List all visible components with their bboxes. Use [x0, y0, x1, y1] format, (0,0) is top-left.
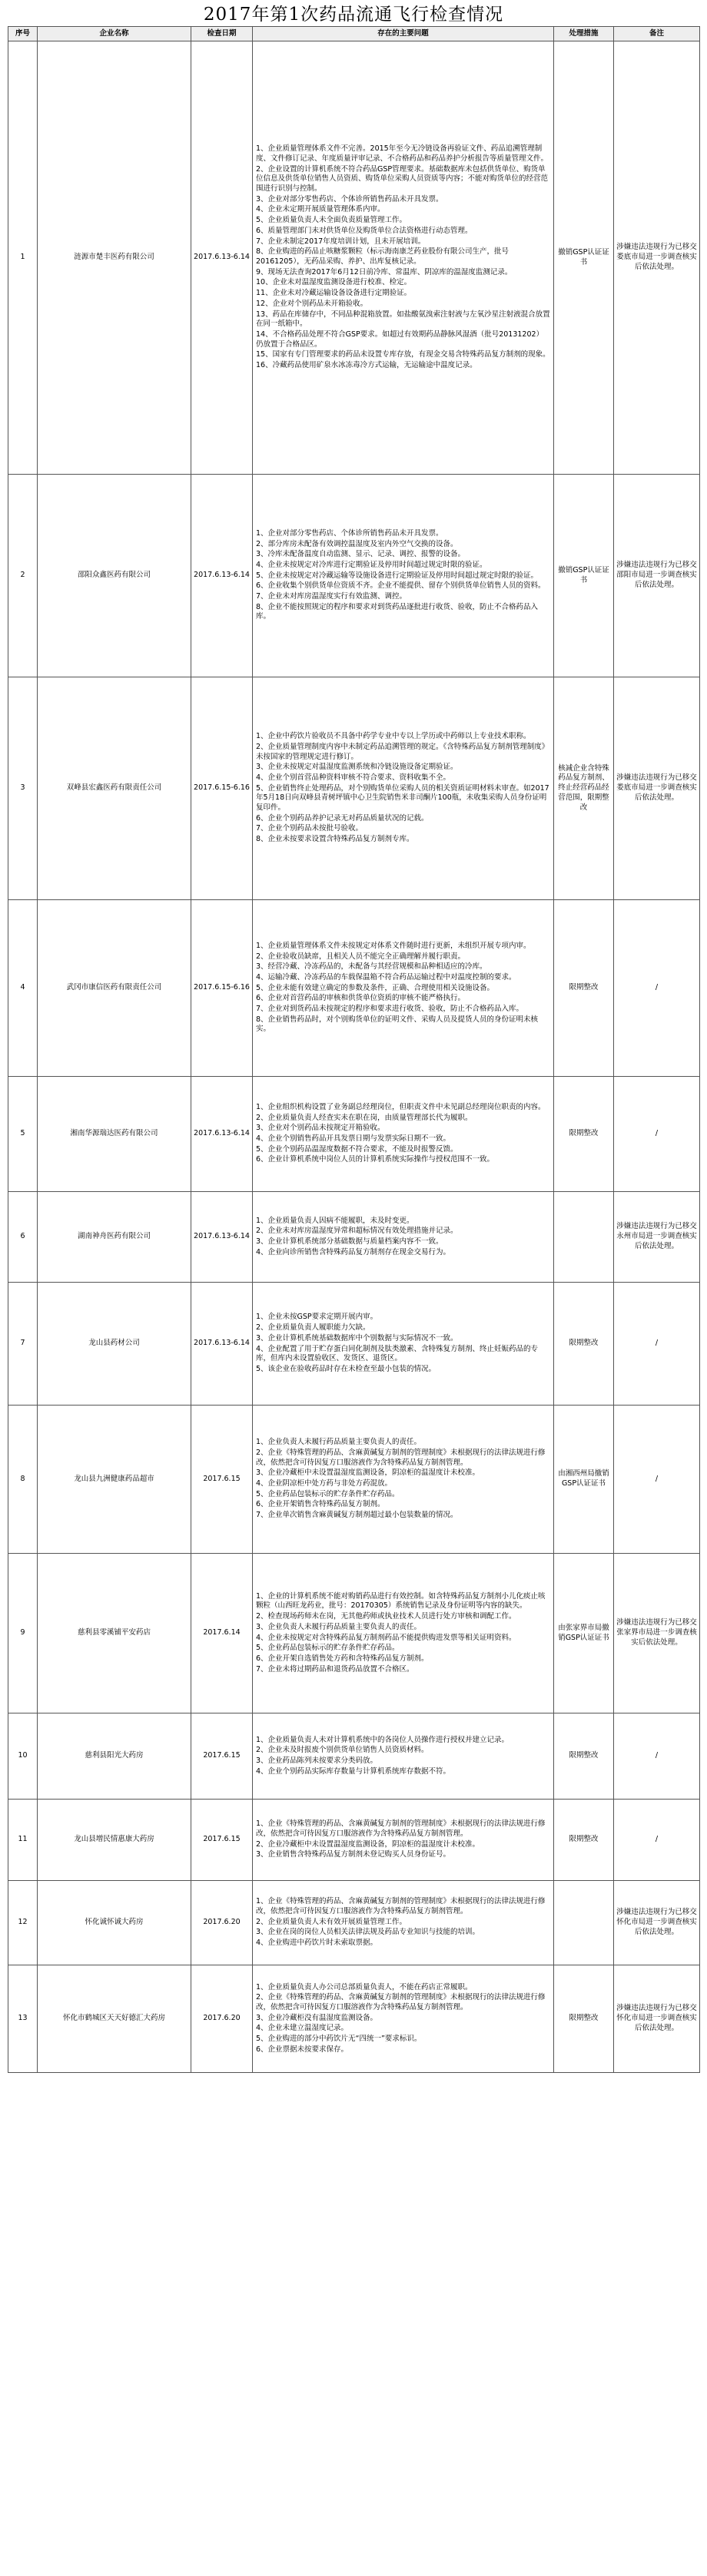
problem-item: 6、企业收集个别供货单位资质不齐。企业不能提供、留存个别供货单位销售人员的资料。 [256, 581, 546, 591]
inspection-date: 2017.6.15 [191, 1713, 253, 1800]
problems-cell [253, 1713, 554, 1800]
remark: / [614, 900, 700, 1077]
problem-item: 5、企业药品包装标示的贮存条件贮存药品。 [256, 1489, 400, 1498]
row-number: 3 [8, 677, 38, 900]
problem-item: 4、运输冷藏、冷冻药品的车载保温箱不符合药品运输过程中对温度控制的要求。 [256, 972, 516, 982]
table-row [8, 677, 700, 900]
row-number: 11 [8, 1800, 38, 1881]
table-body [8, 41, 700, 2073]
problem-item: 7、企业未制定2017年度培训计划，且未开展培训。 [256, 237, 426, 246]
problem-item: 1、企业《特殊管理的药品、含麻黄碱复方制剂的管理制度》未根据现行的法律法规进行修改，依然把含可待因复方口服溶液作为含特殊药品复方制剂管理。 [256, 1897, 546, 1915]
remark: / [614, 1406, 700, 1554]
row-number: 6 [8, 1192, 38, 1283]
problem-item: 6、质量管理部门未对供货单位及购货单位合法资格进行动态管理。 [256, 226, 473, 235]
row-number: 7 [8, 1283, 38, 1406]
measure: 限期整改 [554, 1283, 614, 1406]
problem-item: 8、企业购进的药品止咳糖浆颗粒（标示海南康芝药业股份有限公司生产，批号20161205），无药品采购、养护、出库复核记录。 [256, 247, 510, 266]
problem-item: 7、企业未将过期药品和退货药品放置不合格区。 [256, 1664, 414, 1674]
problem-item: 2、企业质量负责人经查实未在职在岗，由质量管理部长代为履职。 [256, 1113, 473, 1122]
measure: 限期整改 [554, 1713, 614, 1800]
inspection-date: 2017.6.15-6.16 [191, 900, 253, 1077]
problem-item: 5、企业未按规定对冷藏运输等设施设备进行定期验证及停用时间超过规定时限的验证。 [256, 571, 539, 580]
company-name: 怀化诚怀诚大药房 [38, 1881, 191, 1965]
company-name: 涟源市楚丰医药有限公司 [38, 41, 191, 475]
problem-item: 12、企业对个别药品未开箱验收。 [256, 299, 368, 308]
remark: / [614, 1077, 700, 1192]
problem-item: 1、企业组织机构设置了业务副总经理岗位，但职责文件中未见副总经理岗位职责的内容。 [256, 1102, 546, 1111]
inspection-date: 2017.6.15 [191, 1406, 253, 1554]
problem-item: 1、企业对部分零售药店、个体诊所销售药品未开具发票。 [256, 528, 443, 538]
company-name: 武冈市康信医药有限责任公司 [38, 900, 191, 1077]
problem-item: 4、企业个别销售药品开具发票日期与发票实际日期不一致。 [256, 1134, 451, 1143]
problems-cell [253, 677, 554, 900]
problem-item: 2、企业质量负责人未有效开展质量管理工作。 [256, 1917, 407, 1926]
table-header-row [8, 27, 700, 41]
problem-item: 5、企业药品包装标示的贮存条件贮存药品。 [256, 1644, 400, 1653]
remark: / [614, 1713, 700, 1800]
company-name: 湘南华源瑞达医药有限公司 [38, 1077, 191, 1192]
problem-item: 2、企业验收员缺席，且相关人员不能完全正确理解并履行职责。 [256, 952, 466, 961]
problems-cell [253, 1283, 554, 1406]
remark: 涉嫌违法违规行为已移交永州市局进一步调查核实后依法处理。 [614, 1192, 700, 1283]
inspection-date: 2017.6.14 [191, 1554, 253, 1713]
problem-item: 1、企业的计算机系统不能对购销药品进行有效控制。如含特殊药品复方制剂小儿化痰止咳颗粒（山西旺龙药业，批号：20170305）系统销售记录及身份证明等内容的缺失。 [256, 1591, 546, 1611]
problem-item: 4、企业未按规定对含特殊药品复方制剂药品不能提供购进发票等相关证明资料。 [256, 1633, 516, 1642]
measure: 撤销GSP认证证书 [554, 475, 614, 677]
problem-item: 3、冷库未配备温度自动监测、显示、记录、调控、报警的设备。 [256, 550, 466, 559]
problem-item: 3、经营冷藏、冷冻药品的，未配备与其经营规模和品种相适应的冷库。 [256, 962, 487, 972]
header-measure: 处理措施 [554, 27, 614, 41]
row-number: 4 [8, 900, 38, 1077]
problem-item: 14、不合格药品处理不符合GSP要求。如超过有效期药品静脉风湿酒（批号20131202）仍放置于合格品区。 [256, 329, 544, 349]
problem-item: 3、企业对部分零售药店、个体诊所销售药品未开具发票。 [256, 194, 443, 204]
table-row [8, 475, 700, 677]
problem-item: 1、企业质量负责人因病不能履职，未及时变更。 [256, 1216, 414, 1225]
problem-item: 1、企业未按GSP要求定期开展内审。 [256, 1313, 378, 1322]
company-name: 龙山县九洲健康药品超市 [38, 1406, 191, 1554]
header-problems: 存在的主要问题 [253, 27, 554, 41]
remark: 涉嫌违法违规行为已移交怀化市局进一步调查核实后依法处理。 [614, 1965, 700, 2073]
problem-item: 2、企业设置的计算机系统不符合药品GSP管理要求。基础数据库未包括供货单位、购货单位信息及供货单位销售人员资质、购货单位采购人员资质等内容；不能对购货单位的经营范围进行识别与控制。 [256, 164, 549, 194]
row-number: 10 [8, 1713, 38, 1800]
table-row [8, 1965, 700, 2073]
problem-item: 13、药品在库储存中，不同品种混箱放置。如盐酸氨溴索注射液与左氧沙星注射液混合放置在同一纸箱中。 [256, 310, 550, 329]
inspection-table [8, 26, 700, 2073]
row-number: 12 [8, 1881, 38, 1965]
measure [554, 1881, 614, 1965]
problem-item: 1、企业质量负责人未对计算机系统中的各岗位人员操作进行授权并建立记录。 [256, 1735, 510, 1744]
remark: 涉嫌违法违规行为已移交张家界市局进一步调查核实后依法处理。 [614, 1554, 700, 1713]
problem-item: 7、企业对到货药品未按规定的程序和要求进行收货、验收，防止不合格药品入库。 [256, 1005, 524, 1014]
problem-item: 10、企业未对温湿度监测设备进行校准、检定。 [256, 278, 412, 287]
remark: 涉嫌违法违规行为已移交娄底市局进一步调查核实后依法处理。 [614, 41, 700, 475]
remark: 涉嫌违法违规行为已移交邵阳市局进一步调查核实后依法处理。 [614, 475, 700, 677]
problem-item: 3、企业计算机系统部分基础数据与质量档案内容不一致。 [256, 1237, 443, 1246]
problem-item: 3、企业冷藏柜没有温湿度监测设备。 [256, 2013, 378, 2022]
measure: 核减企业含特殊药品复方制剂、终止经营药品经营范围，限期整改 [554, 677, 614, 900]
problem-item: 1、企业负责人未履行药品质量主要负责人的责任。 [256, 1438, 422, 1447]
problem-item: 6、企业票据未按要求保存。 [256, 2045, 349, 2054]
problems-cell [253, 475, 554, 677]
measure: 限期整改 [554, 1077, 614, 1192]
table-row [8, 1881, 700, 1965]
header-remark: 备注 [614, 27, 700, 41]
problem-item: 16、冷藏药品使用矿泉水冰冻毒冷方式运输，无运输途中温度记录。 [256, 361, 477, 370]
measure: 由湘西州局撤销GSP认证证书 [554, 1406, 614, 1554]
problem-item: 6、企业开架销售含特殊药品复方制剂。 [256, 1500, 385, 1509]
problem-item: 5、企业销售终止处理药品，对个别购货单位采购人员的相关资质证明材料未审查。如2017年5月18日向双峰县青树坪镇中心卫生院销售米非司酮片100瓶，未收集采购人员身份证明复印件。 [256, 783, 549, 813]
problem-item: 3、企业冷藏柜中未设置温湿度监测设备，阴凉柜的温湿度计未校准。 [256, 1468, 480, 1478]
inspection-date: 2017.6.13-6.14 [191, 41, 253, 475]
inspection-date: 2017.6.13-6.14 [191, 1192, 253, 1283]
problem-item: 4、企业购进中药饮片时未索取票据。 [256, 1939, 378, 1948]
problems-cell [253, 1406, 554, 1554]
problem-item: 9、现场无法查询2017年6月12日前冷库、常温库、阴凉库的温湿度监测记录。 [256, 267, 513, 276]
header-date: 检查日期 [191, 27, 253, 41]
remark: 涉嫌违法违规行为已移交怀化市局进一步调查核实后依法处理。 [614, 1881, 700, 1965]
problem-item: 5、企业质量负责人未全面负责质量管理工作。 [256, 216, 407, 225]
inspection-date: 2017.6.20 [191, 1881, 253, 1965]
problem-item: 4、企业阴凉柜中处方药与非处方药混放。 [256, 1479, 393, 1488]
problem-item: 2、企业《特殊管理的药品、含麻黄碱复方制剂的管理制度》未根据现行的法律法规进行修改，依然把含可待因复方口服溶液作为含特殊药品复方制剂管理。 [256, 1448, 546, 1467]
problems-cell [253, 1554, 554, 1713]
inspection-date: 2017.6.20 [191, 1965, 253, 2073]
page-title: 2017年第1次药品流通飞行检查情况 [203, 5, 504, 25]
problem-item: 8、企业销售药品时，对个别购货单位的证明文件、采购人员及提货人员的身份证明未核实。 [256, 1015, 539, 1034]
header-no: 序号 [8, 27, 38, 41]
remark: / [614, 1800, 700, 1881]
problem-item: 2、企业质量管理制度内容中未制定药品追溯管理的规定。《含特殊药品复方制剂管理制度》未按国家的管理规定进行修订。 [256, 742, 549, 761]
table-row [8, 1554, 700, 1713]
problem-item: 5、企业购进的部分中药饮片无“四统一”要求标识。 [256, 2035, 422, 2044]
table-row [8, 1192, 700, 1283]
problem-item: 7、企业单次销售含麻黄碱复方制剂超过最小包装数量的情况。 [256, 1511, 458, 1520]
problem-item: 4、企业向诊所销售含特殊药品复方制剂存在现金交易行为。 [256, 1247, 451, 1257]
page [8, 0, 699, 2073]
row-number: 9 [8, 1554, 38, 1713]
table-row [8, 1283, 700, 1406]
problems-cell [253, 900, 554, 1077]
measure: 由张家界市局撤销GSP认证证书 [554, 1554, 614, 1713]
row-number: 1 [8, 41, 38, 475]
problem-item: 5、企业个别药品温湿度数据不符合要求，不能及时报警反馈。 [256, 1144, 458, 1154]
problem-item: 1、企业质量管理体系文件不完善。2015年至今无冷链设备再验证文件、药品追溯管理制度、文件修订记录、年度质量评审记录、不合格药品和药品养护分析报告等质量管理文件。 [256, 144, 549, 163]
problem-item: 4、企业个别药品实际库存数量与计算机系统库存数据不符。 [256, 1766, 451, 1776]
problem-item: 2、检查现场药师未在岗，无其他药师或执业技术人员进行处方审核和调配工作。 [256, 1612, 516, 1621]
problems-cell [253, 1965, 554, 2073]
table-row [8, 1406, 700, 1554]
problem-item: 2、部分库房未配备有效调控温湿度及室内外空气交换的设备。 [256, 539, 458, 548]
problem-item: 2、企业未及时报废个别供货单位销售人员资质材料。 [256, 1746, 429, 1755]
inspection-date: 2017.6.15-6.16 [191, 677, 253, 900]
problem-item: 4、企业配置了用于贮存蛋白同化制剂及肽类激素、含特殊复方制剂、终止妊娠药品的专库，但库内未设置验收区、发货区、退货区。 [256, 1344, 539, 1363]
problem-item: 7、企业未对库房温湿度实行有效监测、调控。 [256, 592, 407, 601]
problem-item: 3、企业未按规定对温湿度监测系统和冷链设施设备定期验证。 [256, 763, 458, 772]
problem-item: 15、国家有专门管理要求的药品未设置专库存放，有现金交易含特殊药品复方制剂的现象。 [256, 350, 550, 359]
inspection-date: 2017.6.13-6.14 [191, 1283, 253, 1406]
inspection-date: 2017.6.13-6.14 [191, 475, 253, 677]
table-row [8, 1713, 700, 1800]
problem-item: 1、企业中药饮片验收员不具备中药学专业中专以上学历或中药师以上专业技术职称。 [256, 732, 531, 741]
problem-item: 4、企业个别首营品种资料审核不符合要求、资料收集不全。 [256, 773, 451, 782]
table-row [8, 1800, 700, 1881]
remark: 涉嫌违法违规行为已移交娄底市局进一步调查核实后依法处理。 [614, 677, 700, 900]
problem-item: 5、该企业在验收药品时存在未检查至最小包装的情况。 [256, 1364, 436, 1373]
problem-item: 2、企业未对库房温湿度异常和超标情况有效处理措施并记录。 [256, 1227, 458, 1236]
header-company: 企业名称 [38, 27, 191, 41]
row-number: 13 [8, 1965, 38, 2073]
row-number: 5 [8, 1077, 38, 1192]
problem-item: 4、企业未定期开展质量管理体系内审。 [256, 205, 385, 214]
remark: / [614, 1283, 700, 1406]
problem-item: 6、企业对首营药品的审核和供货单位资质的审核不能严格执行。 [256, 994, 466, 1003]
problem-item: 1、企业质量负责人办公司总部质量负责人，不能在药店正常履职。 [256, 1982, 473, 1992]
problems-cell [253, 1192, 554, 1283]
row-number: 2 [8, 475, 38, 677]
problem-item: 6、企业开架自选销售处方药和含特殊药品复方制剂。 [256, 1654, 429, 1663]
problem-item: 8、企业不能按照规定的程序和要求对到货药品逐批进行收货、验收，防止不合格药品入库。 [256, 602, 539, 621]
company-name: 龙山县增民情惠康大药房 [38, 1800, 191, 1881]
problem-item: 6、企业计算机系统中岗位人员的计算机系统实际操作与授权范围不一致。 [256, 1155, 495, 1164]
problem-item: 3、企业负责人未履行药品质量主要负责人的责任。 [256, 1622, 422, 1631]
company-name: 慈利县阳光大药房 [38, 1713, 191, 1800]
problem-item: 3、企业计算机系统基础数据库中个别数据与实际情况不一致。 [256, 1333, 458, 1343]
table-row [8, 1077, 700, 1192]
company-name: 龙山县药材公司 [38, 1283, 191, 1406]
problem-item: 3、企业对个别药品未按规定开箱验收。 [256, 1124, 385, 1133]
problem-item: 4、企业未按规定对冷库进行定期验证及停用时间超过规定时限的验证。 [256, 560, 487, 569]
measure: 限期整改 [554, 900, 614, 1077]
problem-item: 1、企业《特殊管理的药品、含麻黄碱复方制剂的管理制度》未根据现行的法律法规进行修改，依然把含可待因复方口服溶液作为含特殊药品复方制剂管理。 [256, 1819, 546, 1838]
measure [554, 1192, 614, 1283]
problem-item: 4、企业未建立温湿度记录。 [256, 2024, 349, 2033]
company-name: 怀化市鹤城区天天好德汇大药房 [38, 1965, 191, 2073]
inspection-date: 2017.6.13-6.14 [191, 1077, 253, 1192]
inspection-date: 2017.6.15 [191, 1800, 253, 1881]
problem-item: 5、企业未能有效建立确定的参数及条件，正确、合理使用相关设施设备。 [256, 983, 495, 992]
problems-cell [253, 41, 554, 475]
company-name: 慈利县零溪铺平安药店 [38, 1554, 191, 1713]
row-number: 8 [8, 1406, 38, 1554]
problem-item: 7、企业个别药品未按批号验收。 [256, 824, 363, 833]
problem-item: 3、企业销售含特殊药品复方制剂未登记购买人员身份证号。 [256, 1850, 451, 1859]
table-row [8, 41, 700, 475]
problem-item: 6、企业个别药品养护记录无对药品质量状况的记载。 [256, 813, 429, 823]
problem-item: 2、企业《特殊管理的药品、含麻黄碱复方制剂的管理制度》未根据现行的法律法规进行修改，依然把含可待因复方口服溶液作为含特殊药品复方制剂管理。 [256, 1993, 546, 2011]
company-name: 双峰县宏鑫医药有限责任公司 [38, 677, 191, 900]
problem-item: 2、企业质量负责人履职能力欠缺。 [256, 1323, 370, 1333]
problem-item: 8、企业未按要求设置含特殊药品复方制剂专库。 [256, 835, 414, 844]
company-name: 湖南神舟医药有限公司 [38, 1192, 191, 1283]
problem-item: 11、企业未对冷藏运输设备设备进行定期验证。 [256, 289, 412, 298]
problems-cell [253, 1881, 554, 1965]
measure: 限期整改 [554, 1965, 614, 2073]
problem-item: 3、企业在岗的岗位人员相关法律法规及药品专业知识与技能的培训。 [256, 1928, 480, 1937]
problems-cell [253, 1077, 554, 1192]
measure: 撤销GSP认证证书 [554, 41, 614, 475]
problems-cell [253, 1800, 554, 1881]
problem-item: 2、企业冷藏柜中未设置温湿度监测设备，阴凉柜的温湿度计未校准。 [256, 1839, 480, 1849]
company-name: 邵阳众鑫医药有限公司 [38, 475, 191, 677]
measure: 限期整改 [554, 1800, 614, 1881]
problem-item: 1、企业质量管理体系文件未按规定对体系文件随时进行更新，未组织开展专项内审。 [256, 941, 531, 950]
table-row [8, 900, 700, 1077]
problem-item: 3、企业药品陈列未按要求分类码放。 [256, 1757, 378, 1765]
